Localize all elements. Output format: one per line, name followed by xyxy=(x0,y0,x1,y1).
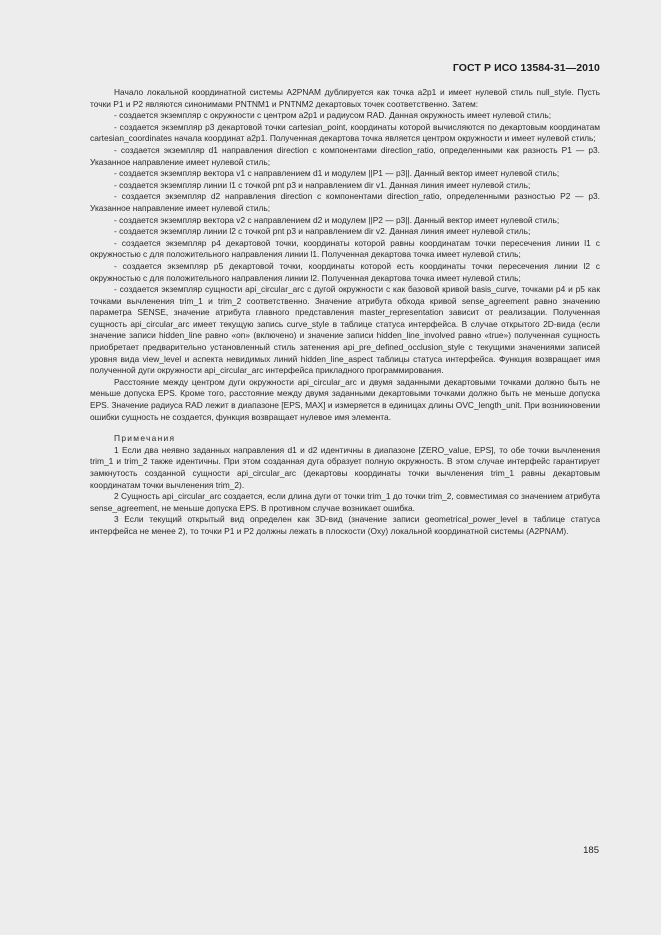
list-item: - создается экземпляр p3 декартовой точки cartesian_point, координаты которой вычисляются по декартовым координатам cartesian_coordinates начала координат a2p1. Полученная декартова точка является центром окружности и имеет нулевой стиль; xyxy=(90,121,600,144)
list-item: - создается экземпляр вектора v1 с направлением d1 и модулем ||P1 — p3||. Данный вектор имеет нулевой стиль; xyxy=(114,168,560,179)
list-item: - создается экземпляр сущности api_circular_arc с дугой окружности c как базовой кривой basis_curve, точками p4 и p5 как точками вычленения trim_1 и trim_2 соответственно. Значение атрибута обхода кривой sense_agreement равно значению параметра SENSE, значение атрибута главного представления master_representation зависит от реализации. Полученная сущность api_circular_arc имеет текущую запись curve_style в таблице статуса интерфейса. В случае открытого 2D-вида (если значение записи hidden_line равно «on» (включено) и значение записи hidden_line_involved равно «true») полученная сущность приобретает предварительно установленный стиль затенения api_pre_defined_occlusion_style с текущими значениями записей уровня вида view_level и аспекта невидимых линий hidden_line_aspect таблицы статуса интерфейса. Функция возвращает имя полученной дуги окружности api_circular_arc интерфейса прикладного программирования. xyxy=(90,284,600,376)
list-item: - создается экземпляр p4 декартовой точки, координаты которой равны координатам точки пересечения линии l1 с окружностью c для положительного направления линии l1. Полученная декартова точка имеет нулевой стиль; xyxy=(90,237,600,260)
note-item: 2 Сущность api_circular_arc создается, если длина дуги от точки trim_1 до точки trim_2, совместимая со значением атрибута sense_agreement, не меньше допуска EPS. В противном случае возникает ошибка. xyxy=(90,491,600,513)
list-item: - создается экземпляр c окружности с центром a2p1 и радиусом RAD. Данная окружность имеет нулевой стиль; xyxy=(114,110,552,121)
note-item: 3 Если текущий открытый вид определен как 3D-вид (значение записи geometrical_power_level в таблице статуса интерфейса не менее 2), то точки P1 и P2 должны лежать в плоскости (Oxy) локальной координатной системы (A2PNAM). xyxy=(90,514,600,536)
list-item: - создается экземпляр d2 направления direction с компонентами direction_ratio, определенными разностью P2 — p3. Указанное направление имеет нулевой стиль; xyxy=(90,191,600,213)
document-body xyxy=(90,87,600,538)
spacer xyxy=(90,423,600,433)
page-number: 185 xyxy=(583,845,599,856)
notes-title: Примечания xyxy=(114,433,176,444)
list-item: - создается экземпляр d1 направления direction с компонентами direction_ratio, определенными как разность P1 — p3. Указанное направление имеет нулевой стиль; xyxy=(90,144,600,167)
paragraph-distance: Расстояние между центром дуги окружности api_circular_arc и двумя заданными декартовыми точками должно быть не меньше допуска EPS. Кроме того, расстояние между двумя заданными декартовыми точками должно быть не меньше допуска EPS. Значение радиуса RAD лежит в диапазоне [EPS, MAX] и измеряется в единицах длины OVC_length_unit. При возникновении ошибки сущность не создается, функция возвращает нулевое имя элемента. xyxy=(90,376,600,422)
list-item: - создается экземпляр вектора v2 с направлением d2 и модулем ||P2 — p3||. Данный вектор имеет нулевой стиль; xyxy=(114,214,560,225)
note-item: 1 Если два неявно заданных направления d1 и d2 идентичны в диапазоне [ZERO_value, EPS], то обе точки вычленения trim_1 и trim_2 также идентичны. При этом созданная дуга образует полную окружность. В этом случае интерфейс гарантирует замкнутость созданной сущности api_circular_arc (декартовы координаты точки вычленения trim_1 равны декартовым координатам точки вычленения trim_2). xyxy=(90,444,600,490)
standard-header: ГОСТ Р ИСО 13584-31—2010 xyxy=(452,62,600,74)
list-item: - создается экземпляр линии l1 с точкой pnt p3 и направлением dir v1. Данная линия имеет нулевой стиль; xyxy=(114,179,531,190)
list-item: - создается экземпляр линии l2 с точкой pnt p3 и направлением dir v2. Данная линия имеет нулевой стиль; xyxy=(114,226,531,237)
paragraph-intro: Начало локальной координатной системы A2PNAM дублируется как точка a2p1 и имеет нулевой стиль null_style. Пусть точки P1 и P2 являются синонимами PNTNM1 и PNTNM2 декартовых точек соответственно. Затем: xyxy=(90,87,600,109)
list-item: - создается экземпляр p5 декартовой точки, координаты которой есть координаты точки пересечения линии l2 с окружностью c для положительного направления линии l2. Полученная декартова точка имеет нулевой стиль; xyxy=(90,260,600,283)
